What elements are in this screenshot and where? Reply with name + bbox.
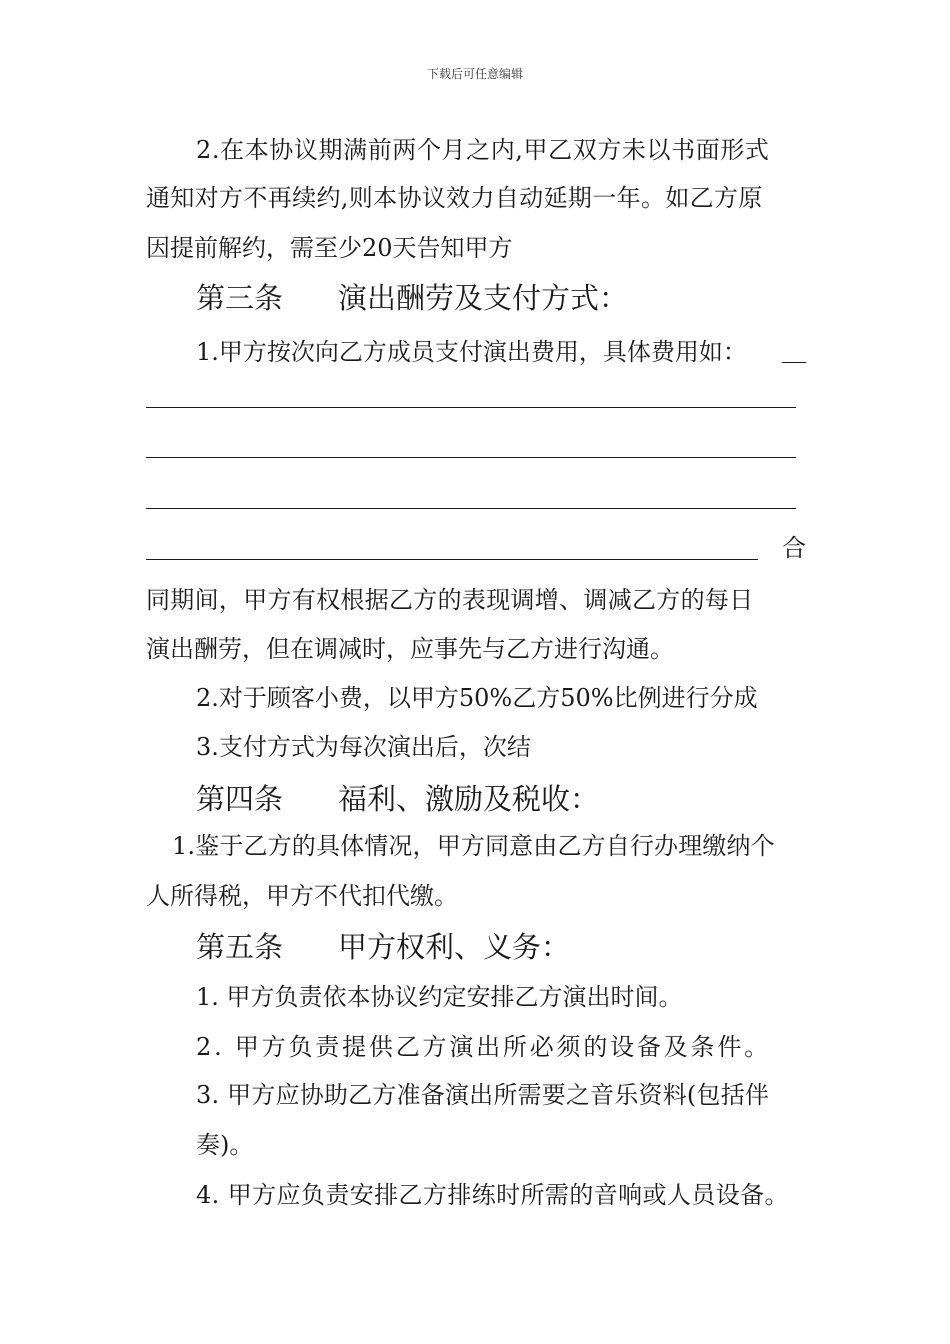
- clause-3-1-line-6: 同期间，甲方有权根据乙方的表现调增、调减乙方的每日: [146, 586, 754, 614]
- clause-5-2: 2. 甲方负责提供乙方演出所必须的设备及条件。: [196, 1033, 771, 1061]
- clause-5-4: 4. 甲方应负责安排乙方排练时所需的音响或人员设备。: [196, 1181, 789, 1209]
- clause-4-1-line-2: 人所得税，甲方不代扣代缴。: [146, 882, 458, 910]
- fill-in-blank-line: [146, 508, 796, 509]
- clause-4-1-line-1: 1.鉴于乙方的具体情况，甲方同意由乙方自行办理缴纳个: [172, 832, 775, 860]
- clause-5-3-line-1: 3. 甲方应协助乙方准备演出所需要之音乐资料(包括伴: [196, 1081, 770, 1109]
- clause-2-2-line-2: 通知对方不再续约,则本协议效力自动延期一年。如乙方原: [146, 184, 763, 212]
- clause-5-3-line-2: 奏)。: [196, 1131, 254, 1159]
- article-4-number: 第四条: [196, 782, 284, 816]
- article-4-title: 福利、激励及税收：: [338, 782, 600, 816]
- clause-3-3: 3.支付方式为每次演出后，次结: [196, 733, 531, 761]
- clause-3-1-continuation: 合: [782, 534, 806, 562]
- article-5-number: 第五条: [196, 930, 284, 964]
- clause-5-1: 1. 甲方负责依本协议约定安排乙方演出时间。: [196, 983, 683, 1011]
- fill-in-blank-line: [782, 362, 806, 363]
- page-header: 下载后可任意编辑: [426, 67, 523, 81]
- clause-2-2-line-3: 因提前解约，需至少20天告知甲方: [146, 234, 513, 262]
- article-5-title: 甲方权利、义务：: [338, 930, 571, 964]
- fill-in-blank-line: [146, 457, 796, 458]
- article-3-title: 演出酬劳及支付方式：: [338, 281, 629, 315]
- clause-3-1-line-1: 1.甲方按次向乙方成员支付演出费用，具体费用如：: [196, 338, 747, 366]
- clause-2-2-line-1: 2.在本协议期满前两个月之内,甲乙双方未以书面形式: [196, 136, 770, 164]
- clause-3-1-line-7: 演出酬劳，但在调减时，应事先与乙方进行沟通。: [146, 635, 674, 663]
- fill-in-blank-line: [146, 559, 758, 560]
- fill-in-blank-line: [146, 407, 796, 408]
- article-3-number: 第三条: [196, 281, 284, 315]
- clause-3-2: 2.对于顾客小费，以甲方50%乙方50%比例进行分成: [196, 684, 758, 712]
